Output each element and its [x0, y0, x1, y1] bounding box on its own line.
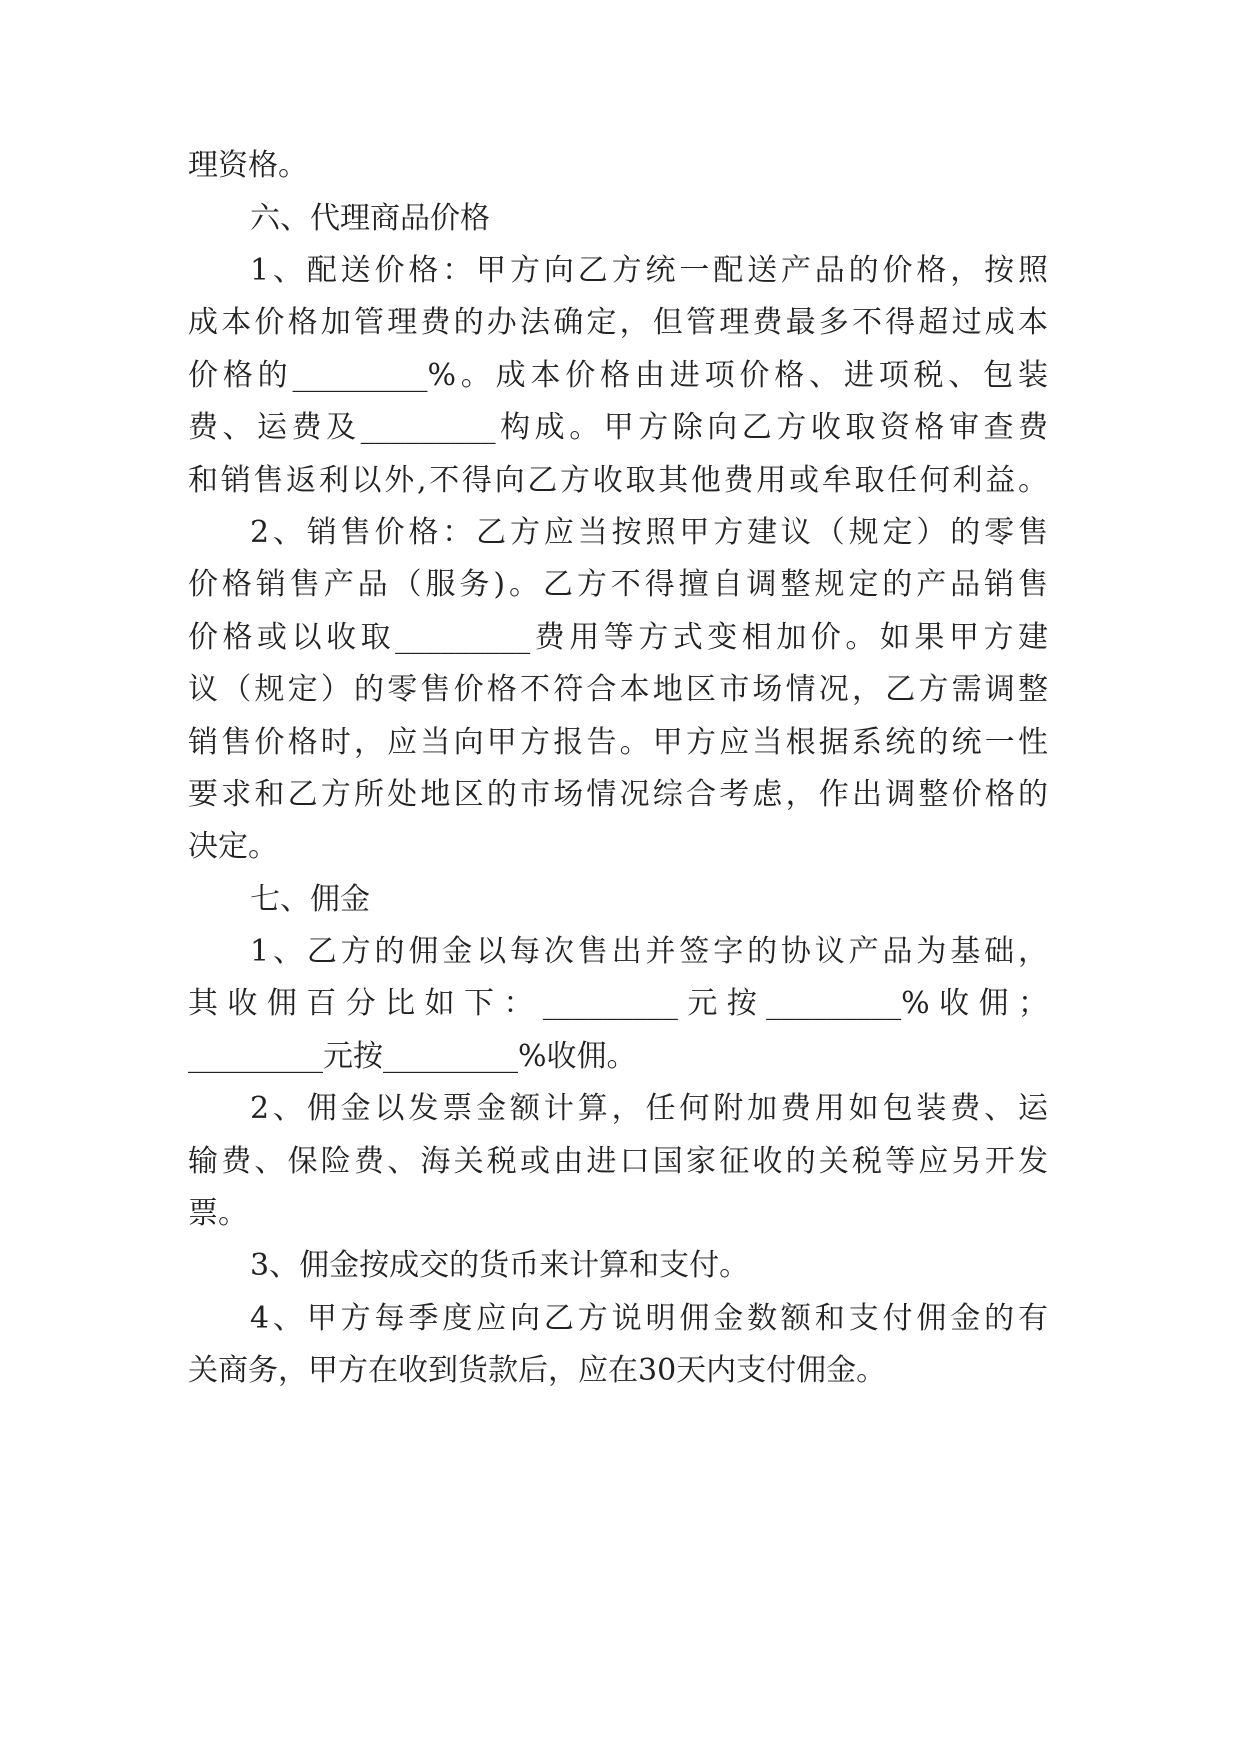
clause-7-2-line-2: 输费、保险费、海关税或由进口国家征收的关税等应另开发 — [188, 1144, 1048, 1179]
clause-7-1-line-3: _________元按_________%收佣。 — [188, 1039, 637, 1074]
clause-7-4-line-2: 关商务，甲方在收到货款后，应在30天内支付佣金。 — [188, 1353, 887, 1388]
clause-7-3-line-1: 3、佣金按成交的货币来计算和支付。 — [250, 1248, 750, 1283]
clause-7-1-line-2: 其收佣百分比如下：_________元按_________%收佣； — [188, 986, 1048, 1021]
clause-6-2-line-5: 销售价格时，应当向甲方报告。甲方应当根据系统的统一性 — [188, 725, 1048, 760]
clause-6-1-line-4: 费、运费及_________构成。甲方除向乙方收取资格审查费 — [188, 410, 1048, 445]
clause-7-1-line-1: 1、乙方的佣金以每次售出并签字的协议产品为基础， — [250, 934, 1048, 969]
clause-6-1-line-2: 成本价格加管理费的办法确定，但管理费最多不得超过成本 — [188, 305, 1048, 340]
clause-6-1-line-5: 和销售返利以外,不得向乙方收取其他费用或牟取任何利益。 — [188, 463, 1048, 498]
clause-6-2-line-1: 2、销售价格：乙方应当按照甲方建议（规定）的零售 — [250, 515, 1048, 550]
clause-7-2-line-3: 票。 — [188, 1196, 248, 1231]
clause-7-2-line-1: 2、佣金以发票金额计算，任何附加费用如包装费、运 — [250, 1091, 1048, 1126]
clause-6-2-line-7: 决定。 — [188, 829, 278, 864]
clause-6-2-line-3: 价格或以收取_________费用等方式变相加价。如果甲方建 — [188, 620, 1048, 655]
clause-6-2-line-2: 价格销售产品（服务)。乙方不得擅自调整规定的产品销售 — [188, 567, 1048, 602]
clause-6-1-line-3: 价格的_________%。成本价格由进项价格、进项税、包装 — [188, 358, 1048, 393]
clause-6-1-line-1: 1、配送价格：甲方向乙方统一配送产品的价格，按照 — [250, 253, 1048, 288]
clause-6-2-line-6: 要求和乙方所处地区的市场情况综合考虑，作出调整价格的 — [188, 777, 1048, 812]
clause-7-4-line-1: 4、甲方每季度应向乙方说明佣金数额和支付佣金的有 — [250, 1301, 1048, 1336]
section-heading-six: 六、代理商品价格 — [250, 201, 490, 236]
section-heading-seven: 七、佣金 — [250, 882, 370, 917]
paragraph-continuation-line: 理资格。 — [188, 148, 308, 183]
clause-6-2-line-4: 议（规定）的零售价格不符合本地区市场情况，乙方需调整 — [188, 672, 1048, 707]
